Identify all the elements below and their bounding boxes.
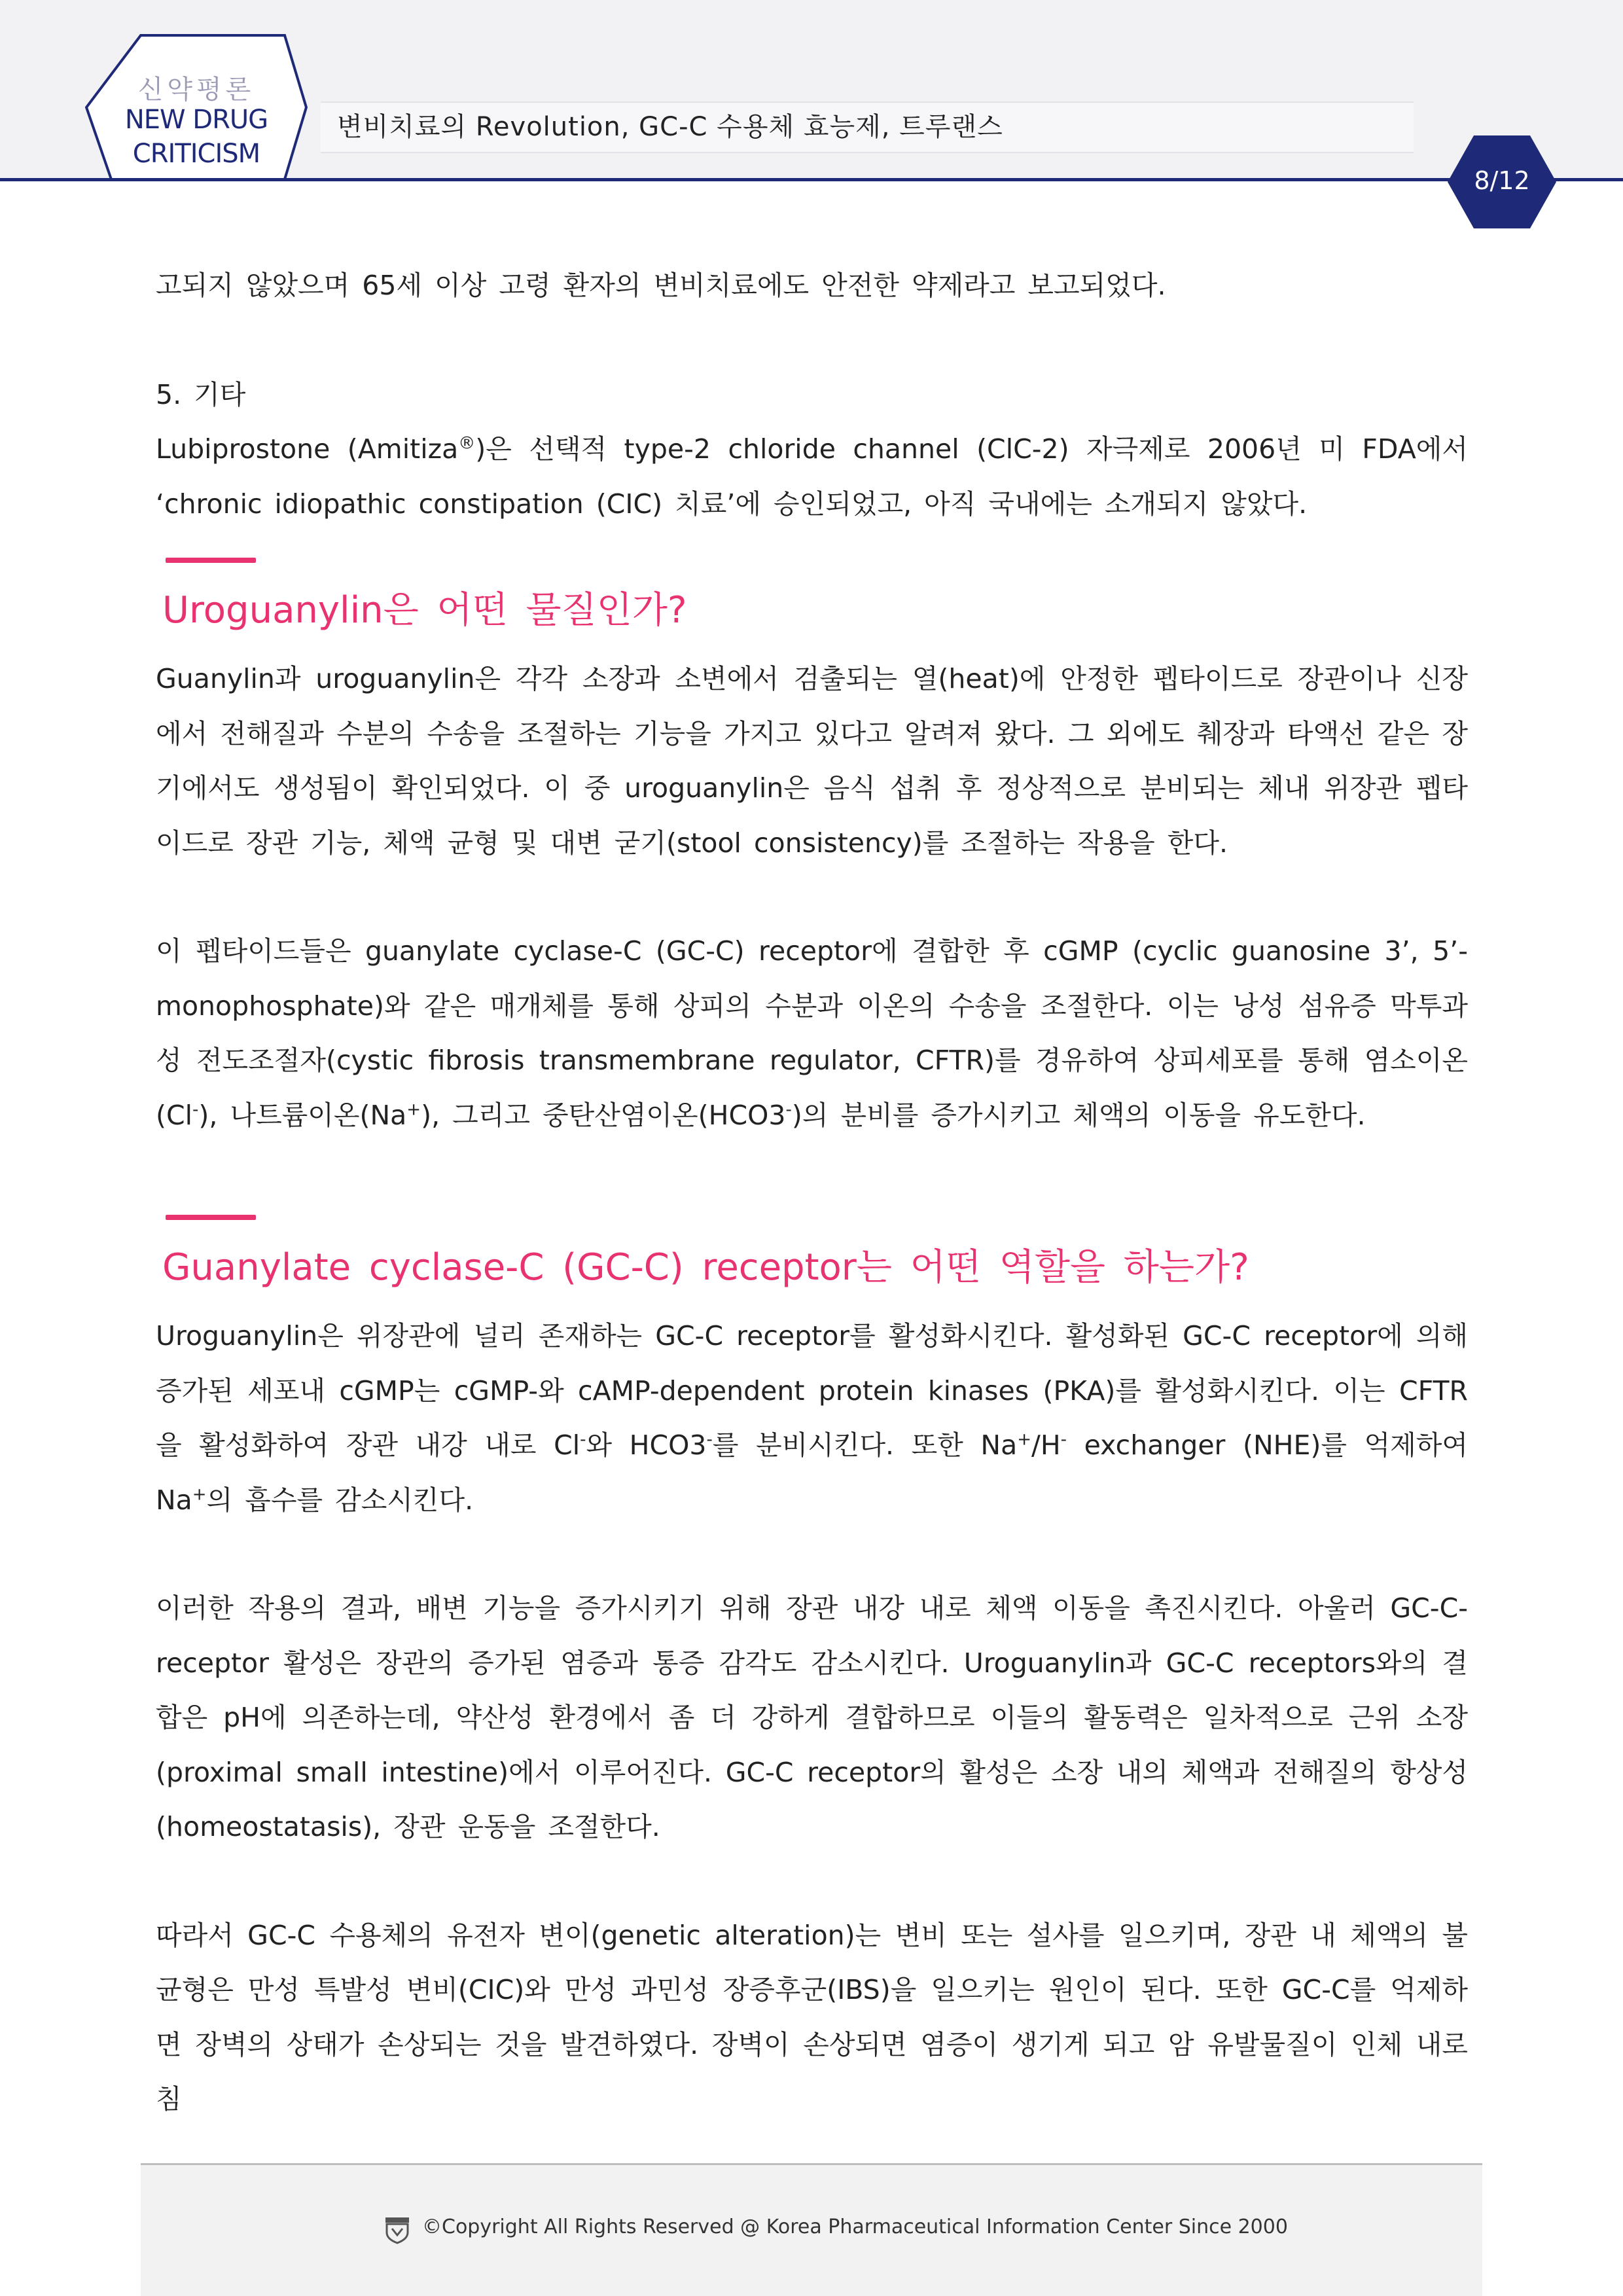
logo-english-line2: CRITICISM — [132, 139, 260, 169]
uroguanylin-paragraph-2: 이 펩타이드들은 guanylate cyclase-C (GC-C) receptor에 결합한 후 cGMP (cyclic guanosine 3’, 5’-monophosphate)와 같은 매개체를 통해 상피의 수분과 이온의 수송을 조절한다. 이는 낭성 섬유증 막투과성 전도조절자(cystic fibrosis transmembrane regulator, CFTR)를 경유하여 상피세포를 통해 염소이온(Cl-), 나트륨이온(Na+), 그리고 중탄산염이온(HCO3-)의 분비를 증가시키고 체액의 이동을 유도한다. — [156, 935, 1468, 1131]
section5-title: 5. 기타 — [156, 378, 246, 410]
main-content — [156, 259, 1468, 2127]
document-title: 변비치료의 Revolution, GC-C 수용체 효능제, 트루랜스 — [337, 112, 1003, 142]
intro-paragraph: 고되지 않았으며 65세 이상 고령 환자의 변비치료에도 안전한 약제라고 보고되었다. — [156, 270, 1166, 301]
heading-uroguanylin: Uroguanylin은 어떤 물질인가? — [162, 589, 687, 632]
shield-crest-icon — [383, 2215, 412, 2244]
gcc-paragraph-2: 이러한 작용의 결과, 배변 기능을 증가시키기 위해 장관 내강 내로 체액 이동을 촉진시킨다. 아울러 GC-C-receptor 활성은 장관의 증가된 염증과 통증 감각도 감소시킨다. Uroguanylin과 GC-C receptors와의 결합은 pH에 의존하는데, 약산성 환경에서 좀 더 강하게 결합하므로 이들의 활동력은 일차적으로 근위 소장(proximal small intestine)에서 이루어진다. GC-C receptor의 활성은 소장 내의 체액과 전해질의 항상성(homeostatasis), 장관 운동을 조절한다. — [156, 1592, 1468, 1842]
footer-copyright: ©Copyright All Rights Reserved @ Korea Pharmaceutical Information Center Since 2000 — [422, 2215, 1288, 2238]
page-number: 8/12 — [1474, 166, 1530, 195]
heading-gcc-receptor: Guanylate cyclase-C (GC-C) receptor는 어떤 역할을 하는가? — [162, 1246, 1249, 1289]
gcc-paragraph-1: Uroguanylin은 위장관에 널리 존재하는 GC-C receptor를 활성화시킨다. 활성화된 GC-C receptor에 의해 증가된 세포내 cGMP는 cGMP-와 cAMP-dependent protein kinases (PKA)를 활성화시킨다. 이는 CFTR을 활성화하여 장관 내강 내로 Cl-와 HCO3-를 분비시킨다. 또한 Na+/H- exchanger (NHE)를 억제하여 Na+의 흡수를 감소시킨다. — [156, 1320, 1468, 1516]
heading1-accent-bar — [166, 558, 256, 563]
logo-korean: 신약평론 — [137, 75, 255, 105]
logo-english-line1: NEW DRUG — [124, 105, 268, 135]
gcc-paragraph-3: 따라서 GC-C 수용체의 유전자 변이(genetic alteration)는 변비 또는 설사를 일으키며, 장관 내 체액의 불균형은 만성 특발성 변비(CIC)와 만성 과민성 장증후군(IBS)을 일으키는 원인이 된다. 또한 GC-C를 억제하면 장벽의 상태가 손상되는 것을 발견하였다. 장벽이 손상되면 염증이 생기게 되고 암 유발물질이 인체 내로 침 — [156, 1919, 1468, 2115]
header-divider — [0, 178, 1623, 181]
heading2-accent-bar — [166, 1215, 256, 1220]
uroguanylin-paragraph-1: Guanylin과 uroguanylin은 각각 소장과 소변에서 검출되는 열(heat)에 안정한 펩타이드로 장관이나 신장에서 전해질과 수분의 수송을 조절하는 기능을 가지고 있다고 알려져 왔다. 그 외에도 췌장과 타액선 같은 장기에서도 생성됨이 확인되었다. 이 중 uroguanylin은 음식 섭취 후 정상적으로 분비되는 체내 위장관 펩타이드로 장관 기능, 체액 균형 및 대변 굳기(stool consistency)를 조절하는 작용을 한다. — [156, 663, 1468, 859]
section5-paragraph: Lubiprostone (Amitiza®)은 선택적 type-2 chloride channel (ClC-2) 자극제로 2006년 미 FDA에서 ‘chronic idiopathic constipation (CIC) 치료’에 승인되었고, 아직 국내에는 소개되지 않았다. — [156, 433, 1469, 520]
